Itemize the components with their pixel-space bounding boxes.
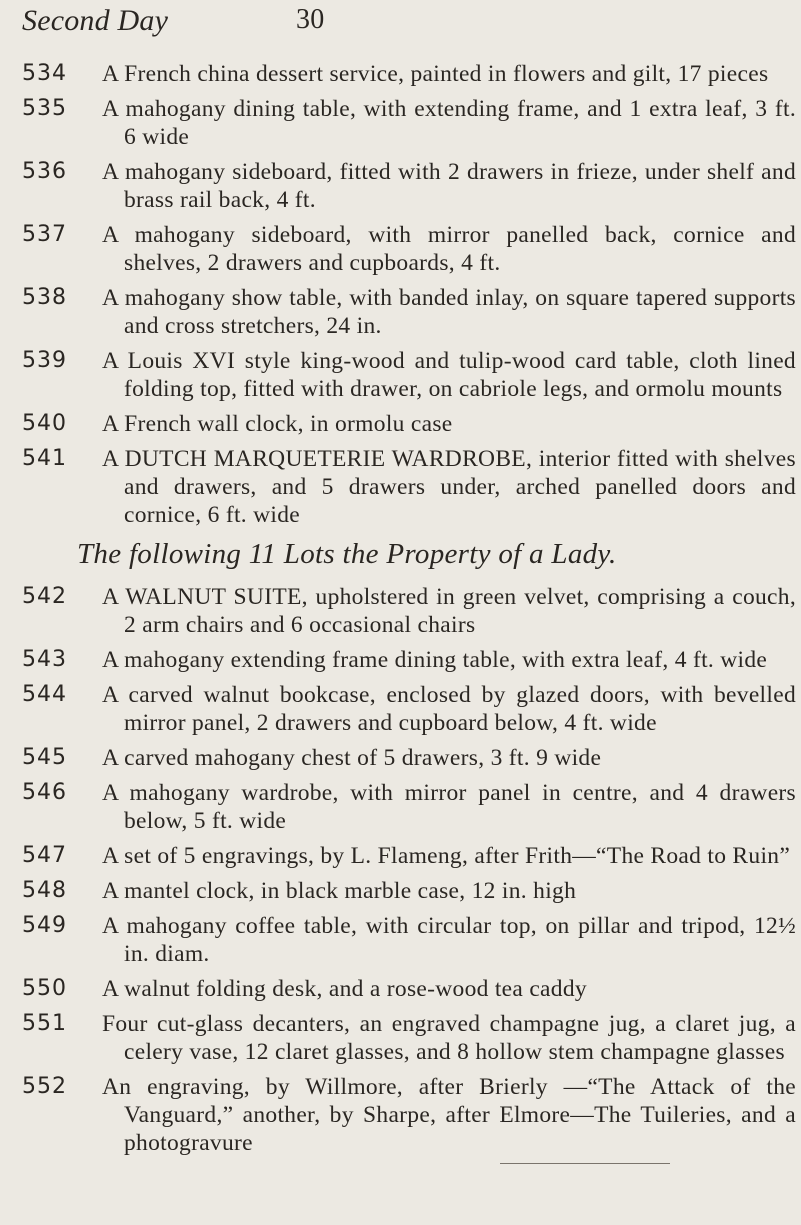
lot-description: A mahogany wardrobe, with mirror panel in centre, and 4 drawers below, 5 ft. wide (102, 780, 796, 834)
lot-537 (0, 221, 801, 277)
lot-539 (0, 347, 801, 403)
lot-description: A Louis XVI style king-wood and tulip-wood card table, cloth lined folding top, fitted with drawer, on cabriole legs, and ormolu mounts (102, 348, 796, 402)
lot-description: A mahogany show table, with banded inlay, on square tapered supports and cross stretchers, 24 in. (102, 285, 796, 339)
lot-description: A mantel clock, in black marble case, 12 in. high (102, 878, 577, 904)
lot-534 (0, 60, 801, 88)
lot-number: 543 (22, 647, 67, 672)
lot-description: A mahogany extending frame dining table, with extra leaf, 4 ft. wide (102, 647, 768, 673)
lot-546 (0, 779, 801, 835)
lot-number: 545 (22, 745, 67, 770)
lot-number: 550 (22, 976, 67, 1001)
lot-description: A mahogany coffee table, with circular top, on pillar and tripod, 12½ in. diam. (102, 913, 796, 967)
lot-number: 551 (22, 1011, 67, 1036)
lot-number: 548 (22, 878, 67, 903)
lot-541 (0, 445, 801, 529)
lot-549 (0, 912, 801, 968)
lot-description: A French wall clock, in ormolu case (102, 411, 453, 437)
lot-number: 536 (22, 159, 67, 184)
end-rule (500, 1163, 670, 1164)
lot-544 (0, 681, 801, 737)
lot-description: A French china dessert service, painted in flowers and gilt, 17 pieces (102, 61, 769, 87)
lot-description: A set of 5 engravings, by L. Flameng, after Frith—“The Road to Ruin” (102, 843, 791, 869)
lot-545 (0, 744, 801, 772)
lot-list (0, 60, 801, 1164)
lot-number: 541 (22, 446, 67, 471)
lot-number: 544 (22, 682, 67, 707)
lot-548 (0, 877, 801, 905)
lot-535 (0, 95, 801, 151)
lot-550 (0, 975, 801, 1003)
lot-description: A mahogany dining table, with extending frame, and 1 extra leaf, 3 ft. 6 wide (102, 96, 796, 150)
lot-description: A mahogany sideboard, fitted with 2 drawers in frieze, under shelf and brass rail back, 4 ft. (102, 159, 796, 213)
lot-540 (0, 410, 801, 438)
lot-description: A DUTCH MARQUETERIE WARDROBE, interior fitted with shelves and drawers, and 5 drawers under, arched panelled doors and cornice, 6 ft. wide (102, 446, 796, 528)
lot-description: An engraving, by Willmore, after Brierly —“The Attack of the Vanguard,” another, by Sharpe, after Elmore—The Tuileries, and a photogravure (102, 1074, 796, 1156)
lot-547 (0, 842, 801, 870)
lot-number: 539 (22, 348, 67, 373)
lot-description: A carved mahogany chest of 5 drawers, 3 ft. 9 wide (102, 745, 602, 771)
lot-538 (0, 284, 801, 340)
lot-number: 540 (22, 411, 67, 436)
lot-number: 538 (22, 285, 67, 310)
lot-543 (0, 646, 801, 674)
page-number: 30 (296, 4, 325, 35)
lot-542 (0, 583, 801, 639)
lot-number: 549 (22, 913, 67, 938)
running-title: Second Day (22, 4, 169, 37)
lot-number: 542 (22, 584, 67, 609)
lot-552 (0, 1073, 801, 1157)
lot-description: A WALNUT SUITE, upholstered in green velvet, comprising a couch, 2 arm chairs and 6 occasional chairs (102, 584, 796, 638)
lot-description: Four cut-glass decanters, an engraved champagne jug, a claret jug, a celery vase, 12 claret glasses, and 8 hollow stem champagne glasses (102, 1011, 796, 1065)
lot-number: 534 (22, 61, 67, 86)
lot-536 (0, 158, 801, 214)
lot-number: 546 (22, 780, 67, 805)
section-heading: The following 11 Lots the Property of a Lady. (77, 538, 617, 570)
lot-number: 535 (22, 96, 67, 121)
lot-description: A mahogany sideboard, with mirror panelled back, cornice and shelves, 2 drawers and cupboards, 4 ft. (102, 222, 796, 276)
lot-551 (0, 1010, 801, 1066)
lot-number: 537 (22, 222, 67, 247)
page-header (22, 4, 325, 38)
lot-description: A walnut folding desk, and a rose-wood tea caddy (102, 976, 587, 1002)
lot-number: 552 (22, 1074, 67, 1099)
lot-description: A carved walnut bookcase, enclosed by glazed doors, with bevelled mirror panel, 2 drawers and cupboard below, 4 ft. wide (102, 682, 796, 736)
lot-number: 547 (22, 843, 67, 868)
